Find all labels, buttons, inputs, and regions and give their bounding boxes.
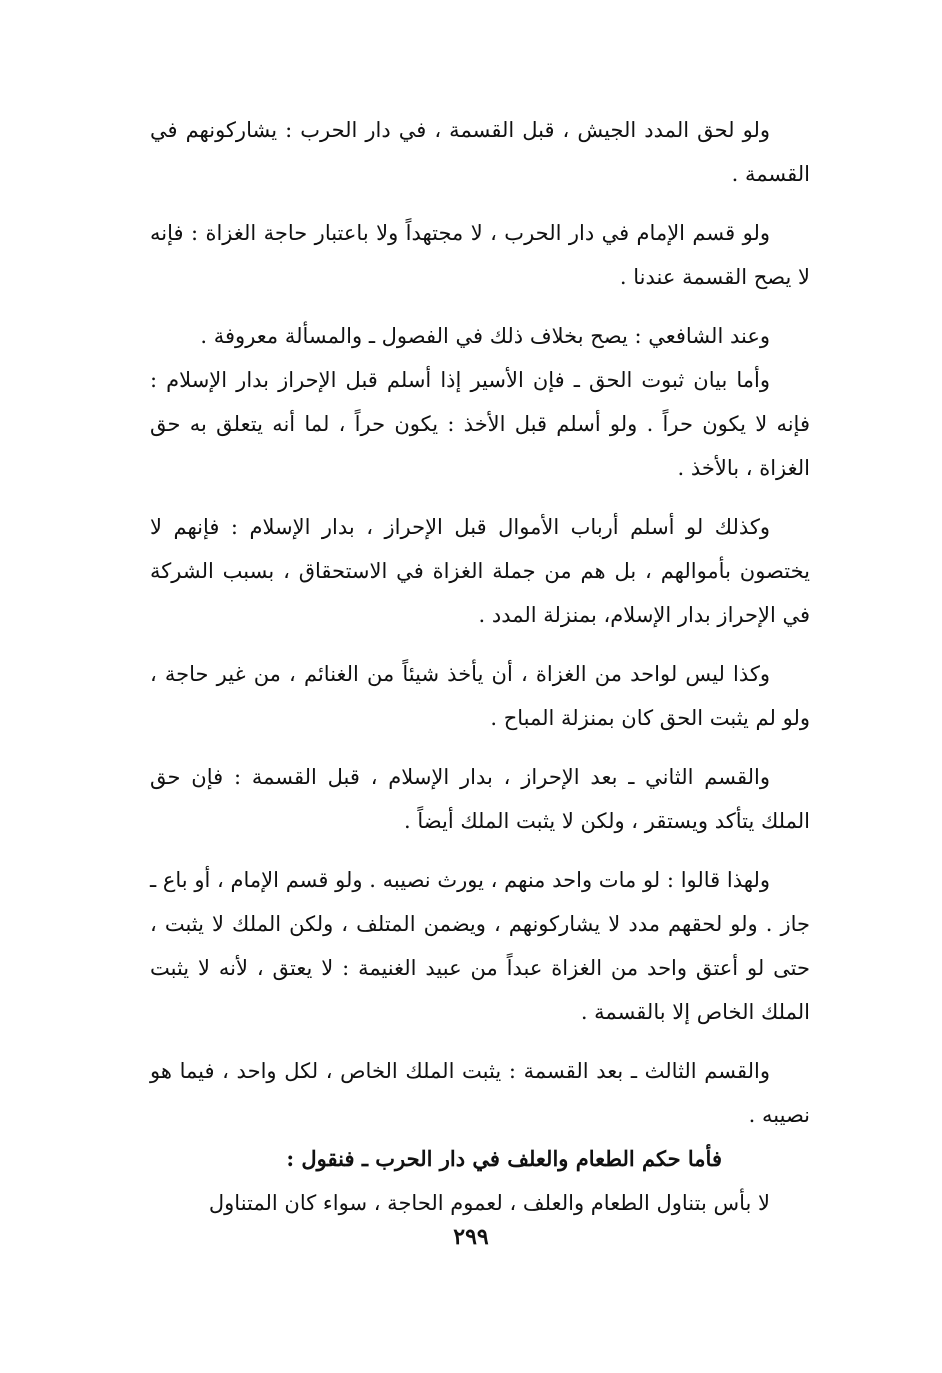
section-heading: فأما حكم الطعام والعلف في دار الحرب ـ فنقول : <box>286 1146 722 1171</box>
paragraph-9: والقسم الثالث ـ بعد القسمة : يثبت الملك الخاص ، لكل واحد ، فيما هو نصيبه . <box>150 1059 810 1127</box>
paragraph-8: ولهذا قالوا : لو مات واحد منهم ، يورث نصيبه . ولو قسم الإمام ، أو باع ـ جاز . ولو لحقهم مدد لا يشاركونهم ، ويضمن المتلف ، ولكن الملك لا يثبت ، حتى لو أعتق واحد من الغزاة عبداً من عبيد الغنيمة : لا يعتق ، لأنه لا يثبت الملك الخاص إلا بالقسمة . <box>150 868 810 1024</box>
paragraph-3: وعند الشافعي : يصح بخلاف ذلك في الفصول ـ والمسألة معروفة . <box>200 324 770 348</box>
paragraph-7: والقسم الثاني ـ بعد الإحراز ، بدار الإسلام ، قبل القسمة : فإن حق الملك يتأكد ويستقر ، ولكن لا يثبت الملك أيضاً . <box>150 765 810 833</box>
paragraph-4: وأما بيان ثبوت الحق ـ فإن الأسير إذا أسلم قبل الإحراز بدار الإسلام : فإنه لا يكون حراً . ولو أسلم قبل الأخذ : يكون حراً ، لما أنه يتعلق به حق الغزاة ، بالأخذ . <box>150 368 810 480</box>
paragraph-2: ولو قسم الإمام في دار الحرب ، لا مجتهداً ولا باعتبار حاجة الغزاة : فإنه لا يصح القسمة عندنا . <box>150 221 810 289</box>
page-body <box>150 108 810 1225</box>
paragraph-continued: لا بأس بتناول الطعام والعلف ، لعموم الحاجة ، سواء كان المتناول <box>208 1191 770 1215</box>
paragraph-6: وكذا ليس لواحد من الغزاة ، أن يأخذ شيئاً من الغنائم ، من غير حاجة ، ولو لم يثبت الحق كان بمنزلة المباح . <box>150 662 810 730</box>
paragraph-1: ولو لحق المدد الجيش ، قبل القسمة ، في دار الحرب : يشاركونهم في القسمة . <box>150 118 810 186</box>
page-number: ٢٩٩ <box>453 1224 489 1250</box>
paragraph-5: وكذلك لو أسلم أرباب الأموال قبل الإحراز ، بدار الإسلام : فإنهم لا يختصون بأموالهم ، بل هم من جملة الغزاة في الاستحقاق ، بسبب الشركة في الإحراز بدار الإسلام، بمنزلة المدد . <box>150 515 810 627</box>
